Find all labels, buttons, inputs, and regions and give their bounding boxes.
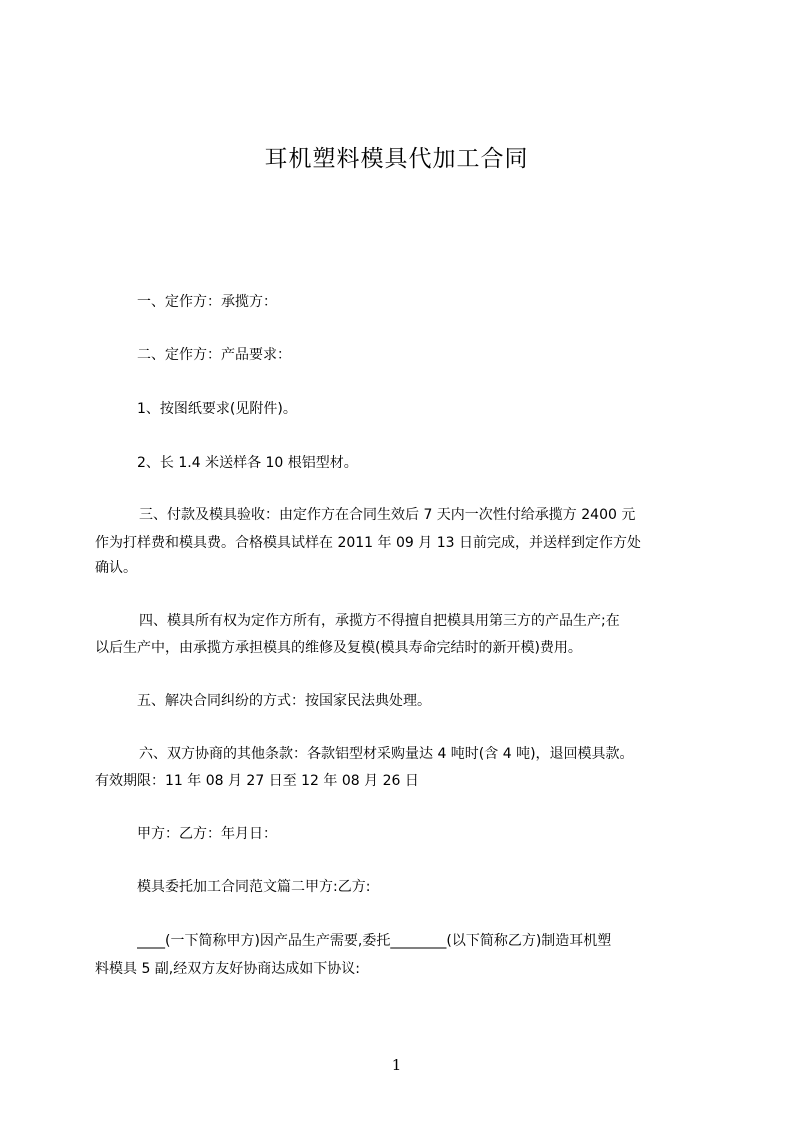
clause-1-parties: 一、定作方：承揽方： (137, 294, 277, 310)
clause-6-line-1: 六、双方协商的其他条款：各款铝型材采购量达 4 吨时(含 4 吨)，退回模具款。 (139, 746, 634, 762)
validity-period: 有效期限：11 年 08 月 27 日至 12 年 08 月 26 日 (95, 773, 419, 789)
clause-4-line-1: 四、模具所有权为定作方所有，承揽方不得擅自把模具用第三方的产品生产;在 (139, 613, 620, 629)
clause-4-line-2: 以后生产中，由承揽方承担模具的维修及复模(模具寿命完结时的新开模)费用。 (95, 640, 582, 656)
requirement-item-2: 2、长 1.4 米送样各 10 根铝型材。 (137, 455, 358, 471)
section-2-heading: 模具委托加工合同范文篇二甲方:乙方: (137, 879, 371, 895)
clause-3-line-3: 确认。 (95, 560, 137, 576)
clause-5-dispute: 五、解决合同纠纷的方式：按国家民法典处理。 (137, 693, 431, 709)
document-title: 耳机塑料模具代加工合同 (264, 146, 529, 172)
page-number: 1 (391, 1056, 402, 1074)
clause-2-requirements: 二、定作方：产品要求： (137, 347, 291, 363)
section-2-intro-line-2: 料模具 5 副,经双方友好协商达成如下协议: (95, 961, 360, 977)
signature-line: 甲方：乙方：年月日： (137, 826, 277, 842)
clause-3-line-2: 作为打样费和模具费。合格模具试样在 2011 年 09 月 13 日前完成，并送样到定作方处 (95, 535, 641, 551)
requirement-item-1: 1、按图纸要求(见附件)。 (137, 401, 297, 417)
clause-3-line-1: 三、付款及模具验收：由定作方在合同生效后 7 天内一次性付给承揽方 2400 元 (139, 507, 636, 523)
section-2-intro-line-1: ____(一下简称甲方)因产品生产需要,委托________(以下简称乙方)制造耳机塑 (137, 933, 612, 949)
